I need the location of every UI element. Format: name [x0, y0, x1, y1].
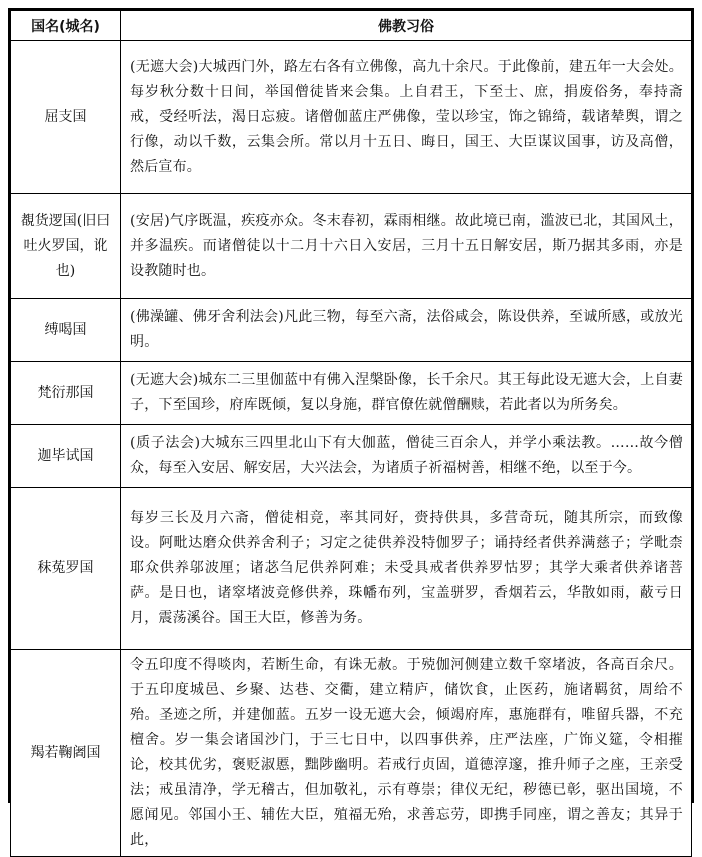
country-name: 羯若鞠阇国 [11, 650, 121, 857]
customs-table [10, 10, 692, 857]
buddhist-customs-table [8, 8, 694, 848]
country-name: 迦毕试国 [11, 425, 121, 488]
custom-text: (佛澡罐、佛牙舍利法会)凡此三物，每至六斋，法俗咸会，陈设供养，至诚所感，或放光明。 [121, 299, 692, 362]
custom-text: 令五印度不得啖肉，若断生命，有诛无赦。于殑伽河侧建立数千窣堵波，各高百余尺。于五印度城邑、乡聚、达巷、交衢，建立精庐，储饮食，止医药，施诸羁贫，周给不殆。圣迹之所，并建伽蓝。五岁一设无遮大会，倾竭府库，惠施群有，唯留兵器，不充檀舍。岁一集会诸国沙门，于三七日中，以四事供养，庄严法座，广饰义筵，令相摧论，校其优劣，褒贬淑慝，黜陟幽明。若戒行贞固，道德淳邃，推升师子之座，王亲受法；戒虽清净，学无稽古，但加敬礼，示有尊崇；律仪无纪，秽德已彰，驱出国境，不愿闻见。邻国小王、辅佐大臣，殖福无殆，求善忘劳，即携手同座，谓之善友；其异于此， [121, 650, 692, 857]
table-row [11, 41, 692, 194]
custom-text: (质子法会)大城东三四里北山下有大伽蓝，僧徒三百余人，并学小乘法教。……故今僧众，每至入安居、解安居，大兴法会，为诸质子祈福树善，相继不绝，以至于今。 [121, 425, 692, 488]
country-name: 秣菟罗国 [11, 488, 121, 650]
table-row [11, 425, 692, 488]
custom-text: (无遮大会)大城西门外，路左右各有立佛像，高九十余尺。于此像前，建五年一大会处。每岁秋分数十日间，举国僧徒皆来会集。上自君王，下至士、庶，捐废俗务，奉持斋戒，受经听法，渴日忘疲。诸僧伽蓝庄严佛像，莹以珍宝，饰之锦绮，载诸辇舆，谓之行像，动以千数，云集会所。常以月十五日、晦日，国王、大臣谋议国事，访及高僧，然后宣布。 [121, 41, 692, 194]
header-custom: 佛教习俗 [121, 11, 692, 41]
country-name: 梵衍那国 [11, 362, 121, 425]
table-header-row [11, 11, 692, 41]
table-row [11, 650, 692, 857]
country-name: 覩货逻国(旧曰吐火罗国，讹也) [11, 194, 121, 299]
table-row [11, 194, 692, 299]
country-name: 缚喝国 [11, 299, 121, 362]
table-row [11, 488, 692, 650]
table-row [11, 362, 692, 425]
header-country: 国名(城名) [11, 11, 121, 41]
custom-text: (安居)气序既温，疾疫亦众。冬末春初，霖雨相继。故此境已南，滥波已北，其国风土，并多温疾。而诸僧徒以十二月十六日入安居，三月十五日解安居，斯乃据其多雨，亦是设教随时也。 [121, 194, 692, 299]
country-name: 屈支国 [11, 41, 121, 194]
table-row [11, 299, 692, 362]
custom-text: 每岁三长及月六斋，僧徒相竞，率其同好，赍持供具，多营奇玩，随其所宗，而致像设。阿毗达磨众供养舍利子；习定之徒供养没特伽罗子；诵持经者供养满慈子；学毗柰耶众供养邬波厘；诸苾刍尼供养阿难；未受具戒者供养罗怙罗；其学大乘者供养诸菩萨。是日也，诸窣堵波竞修供养，珠幡布列，宝盖骈罗，香烟若云，华散如雨，蔽亏日月，震荡溪谷。国王大臣，修善为务。 [121, 488, 692, 650]
custom-text: (无遮大会)城东二三里伽蓝中有佛入涅槃卧像，长千余尺。其王每此设无遮大会，上自妻子，下至国珍，府库既倾，复以身施，群官僚佐就僧酬赎，若此者以为所务矣。 [121, 362, 692, 425]
